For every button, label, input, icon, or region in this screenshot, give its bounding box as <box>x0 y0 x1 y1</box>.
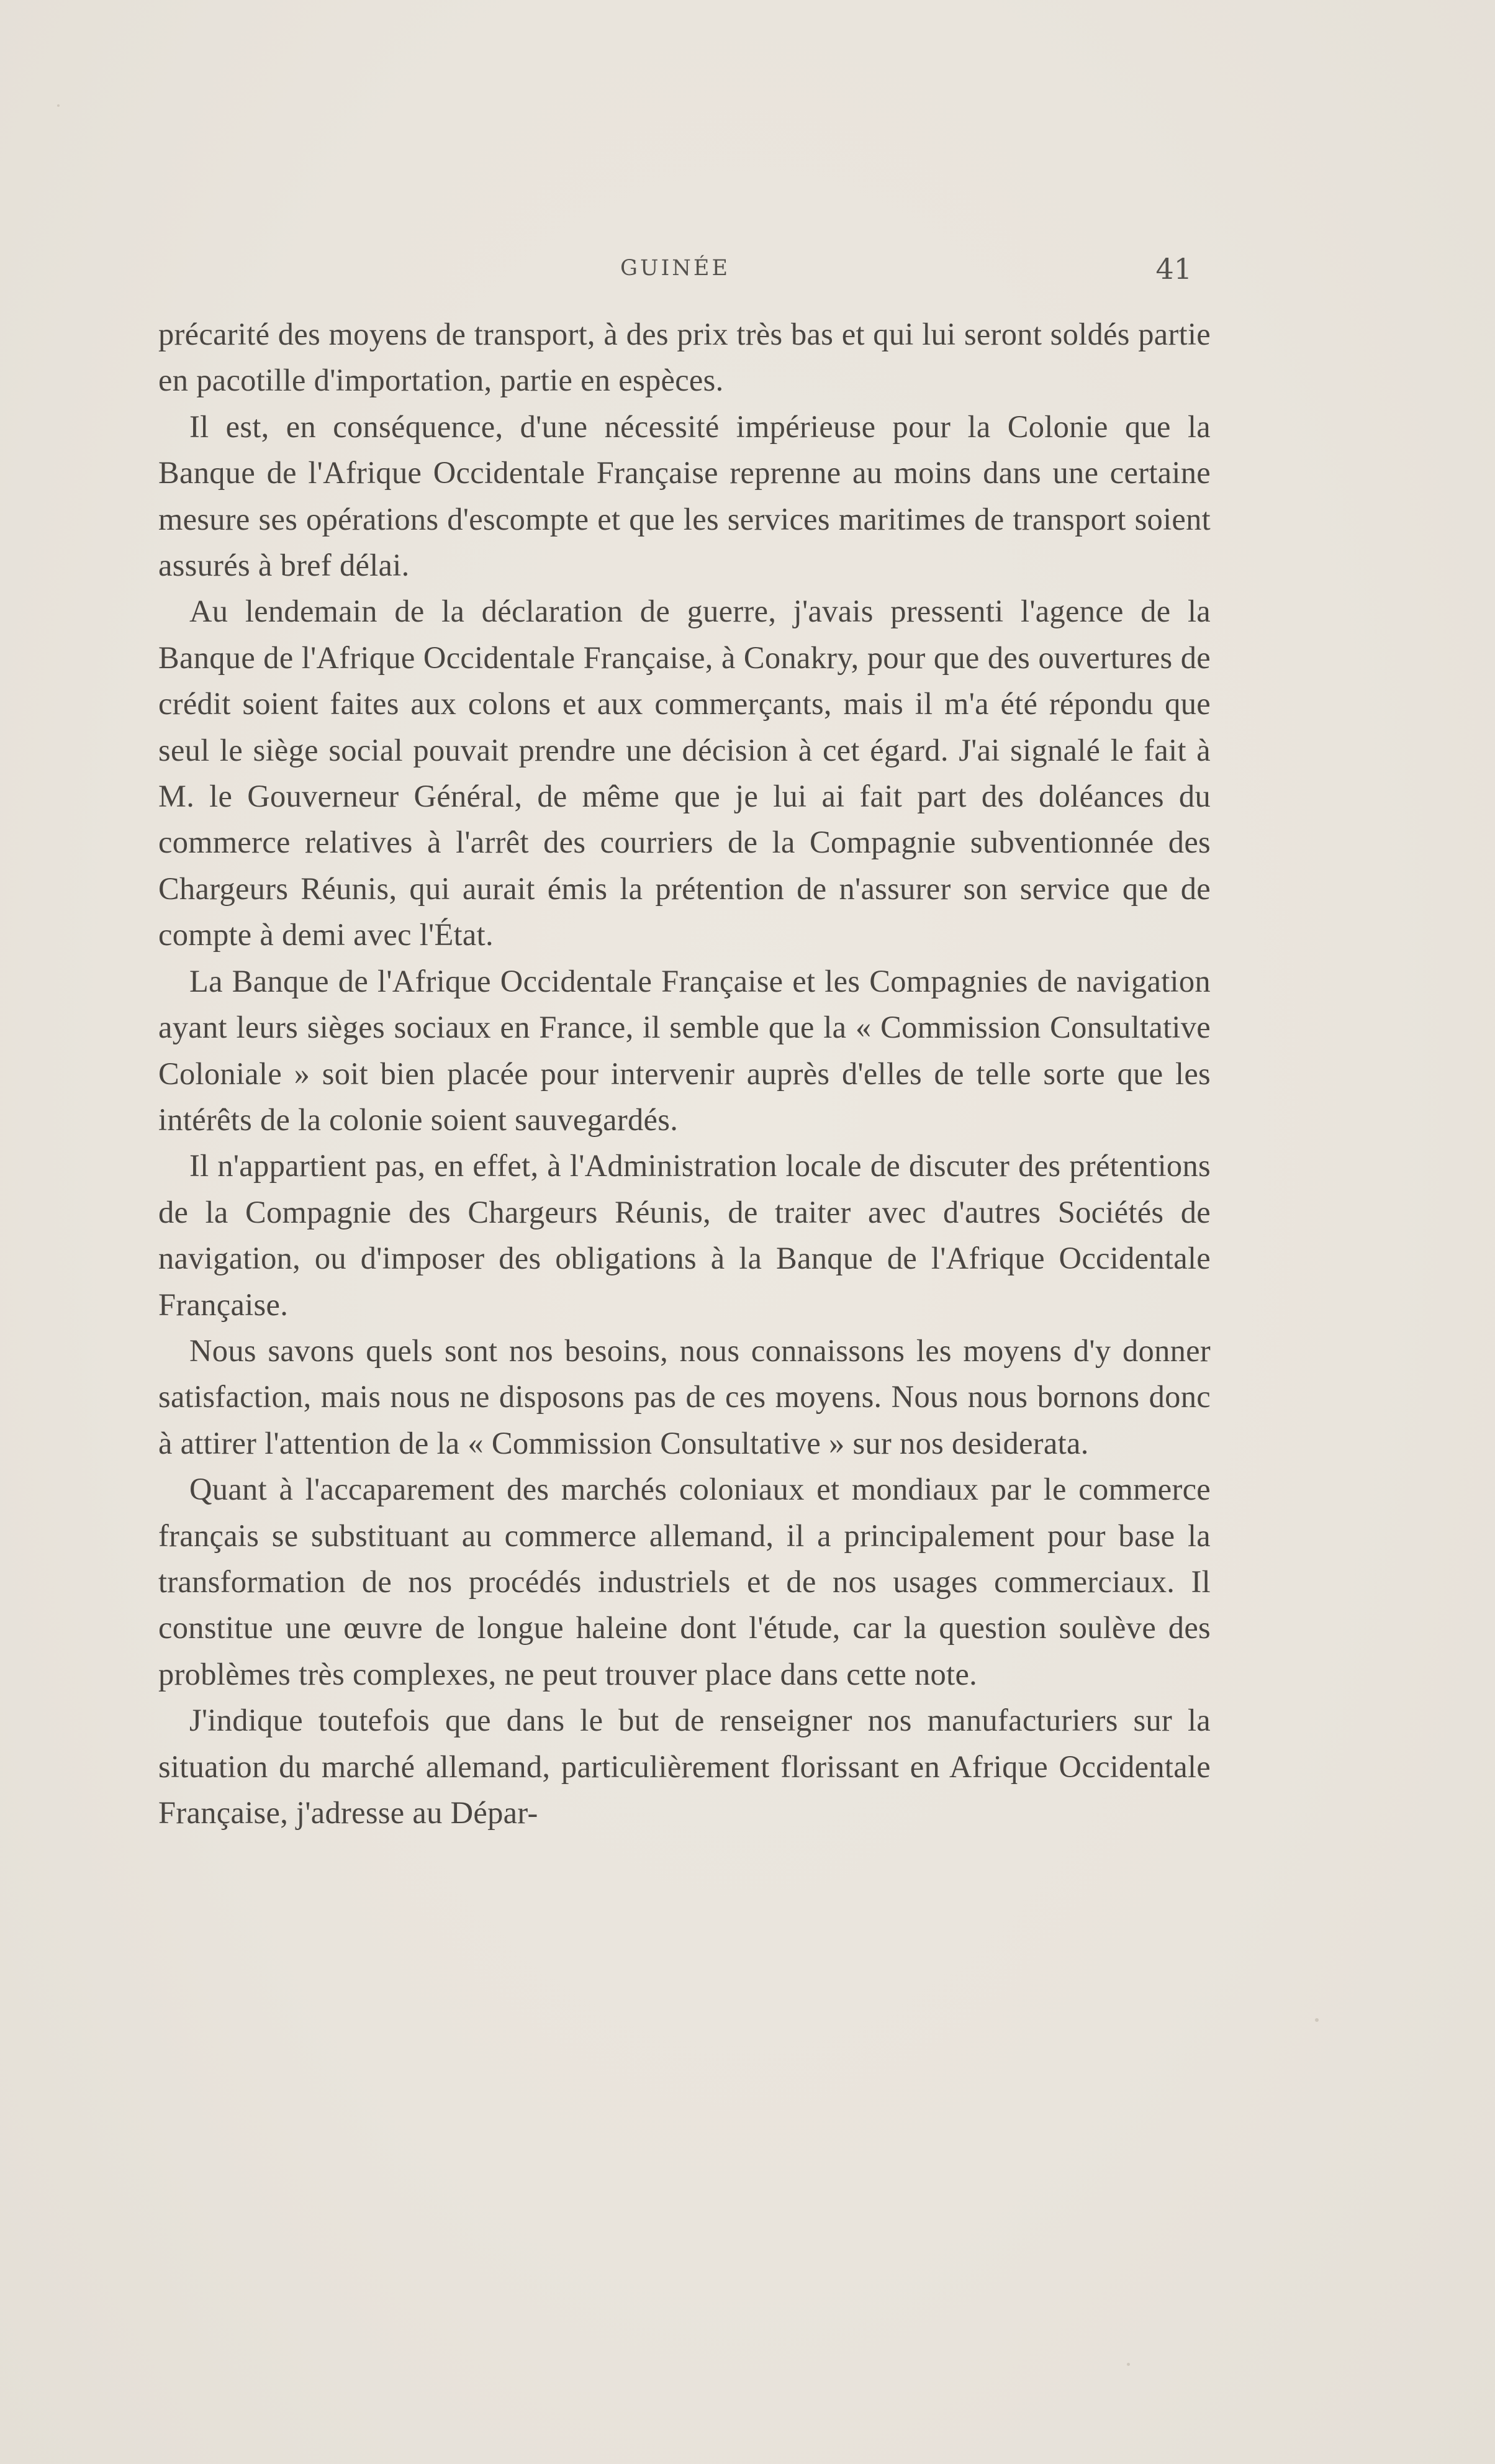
paragraph: Nous savons quels sont nos besoins, nous connaissons les moyens d'y donner satisfaction, mais nous ne disposons pas de ces moyens. Nous nous bornons donc à attirer l'attention de la « Commission Consultative » sur nos desiderata. <box>158 1333 1211 1461</box>
paragraph: précarité des moyens de transport, à des prix très bas et qui lui seront soldés partie en pacotille d'importation, partie en espèces. <box>158 317 1211 398</box>
paragraph: Quant à l'accaparement des marchés coloniaux et mondiaux par le commerce français se substituant au commerce allemand, il a principalement pour base la transformation de nos procédés industriels et de nos usages commerciaux. Il constitue une œuvre de longue haleine dont l'étude, car la question soulève des problèmes très complexes, ne peut trouver place dans cette note. <box>158 1472 1211 1692</box>
paper-speck <box>57 104 60 107</box>
paragraph: Il est, en conséquence, d'une nécessité impérieuse pour la Colonie que la Banque de l'Afrique Occidentale Française reprenne au moins dans une certaine mesure ses opérations d'escompte et que les services maritimes de transport soient assurés à bref délai. <box>158 409 1211 583</box>
paragraph: Il n'appartient pas, en effet, à l'Administration locale de discuter des prétentions de la Compagnie des Chargeurs Réunis, de traiter avec d'autres Sociétés de navigation, ou d'imposer des obligations à la Banque de l'Afrique Occidentale Française. <box>158 1148 1211 1322</box>
paragraph: J'indique toutefois que dans le but de renseigner nos manufacturiers sur la situation du marché allemand, particulièrement florissant en Afrique Occidentale Française, j'adresse au Dépar- <box>158 1703 1211 1830</box>
paper-speck <box>1127 2363 1130 2366</box>
paragraph: Au lendemain de la déclaration de guerre, j'avais pressenti l'agence de la Banque de l'Afrique Occidentale Française, à Conakry, pour que des ouvertures de crédit soient faites aux colons et aux commerçants, mais il m'a été répondu que seul le siège social pouvait prendre une décision à cet égard. J'ai signalé le fait à M. le Gouverneur Général, de même que je lui ai fait part des doléances du commerce relatives à l'arrêt des courriers de la Compagnie subventionnée des Chargeurs Réunis, qui aurait émis la prétention de n'assurer son service que de compte à demi avec l'État. <box>158 594 1211 953</box>
page-number: 41 <box>1155 252 1192 286</box>
body-text <box>158 311 1211 1836</box>
paragraph: La Banque de l'Afrique Occidentale Française et les Compagnies de navigation ayant leurs sièges sociaux en France, il semble que la « Commission Consultative Coloniale » soit bien placée pour intervenir auprès d'elles de telle sorte que les intérêts de la colonie soient sauvegardés. <box>158 963 1211 1137</box>
running-title: GUINÉE <box>620 256 730 281</box>
paper-speck <box>1315 2018 1319 2022</box>
page-header <box>158 252 1192 293</box>
